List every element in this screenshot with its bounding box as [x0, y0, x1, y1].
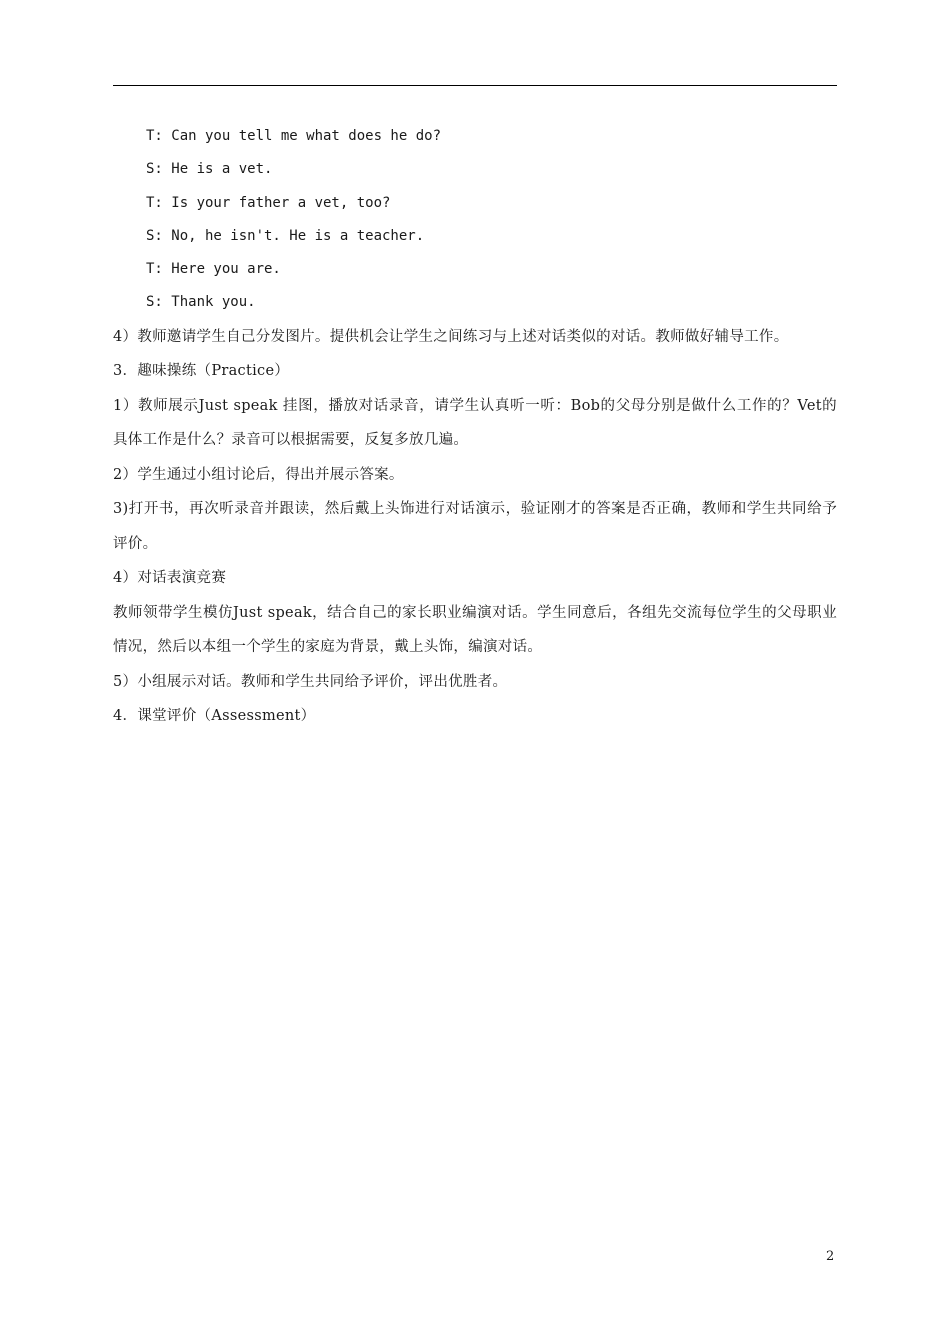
practice-step-5: 5）小组展示对话。教师和学生共同给予评价，评出优胜者。: [113, 673, 508, 690]
dialogue-line: S: Thank you.: [146, 294, 256, 311]
practice-step-4-heading: 4）对话表演竞赛: [113, 570, 227, 587]
dialogue-block: [113, 120, 837, 320]
step-4-distribute-pictures: 4）教师邀请学生自己分发图片。提供机会让学生之间练习与上述对话类似的对话。教师做好辅导工作。: [113, 328, 789, 345]
section-assessment-heading: 4．课堂评价（Assessment）: [113, 708, 316, 725]
dialogue-line: S: No, he isn't. He is a teacher.: [146, 227, 425, 244]
page-number: 2: [826, 1249, 835, 1264]
practice-step-2: 2）学生通过小组讨论后，得出并展示答案。: [113, 466, 404, 483]
section-practice-heading: 3．趣味操练（Practice）: [113, 363, 290, 380]
dialogue-line: T: Can you tell me what does he do?: [146, 128, 442, 144]
dialogue-line: S: He is a vet.: [146, 161, 273, 178]
dialogue-line: T: Here you are.: [146, 261, 281, 278]
document-body: [113, 120, 837, 734]
dialogue-line: T: Is your father a vet, too?: [146, 194, 391, 211]
practice-step-1: 1）教师展示Just speak 挂图，播放对话录音，请学生认真听一听：Bob的父母分别是做什么工作的？Vet的具体工作是什么？录音可以根据需要，反复多放几遍。: [113, 397, 837, 449]
header-rule: [113, 85, 837, 86]
practice-step-3: 3)打开书，再次听录音并跟读，然后戴上头饰进行对话演示，验证刚才的答案是否正确，教师和学生共同给予评价。: [113, 501, 837, 552]
practice-step-4-body: 教师领带学生模仿Just speak，结合自己的家长职业编演对话。学生同意后，各组先交流每位学生的父母职业情况，然后以本组一个学生的家庭为背景，戴上头饰，编演对话。: [113, 604, 837, 656]
